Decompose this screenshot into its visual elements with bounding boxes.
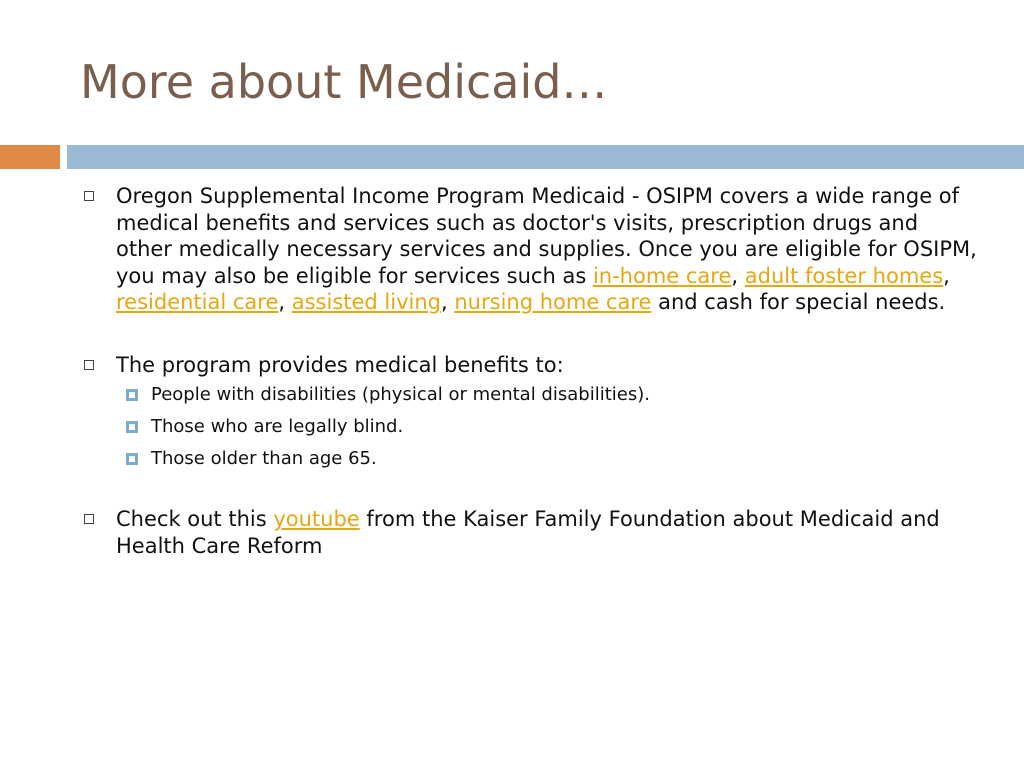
sub-bullet-text: People with disabilities (physical or mental disabilities). [151,384,650,405]
separator: , [278,290,292,314]
blue-square-bullet-icon [126,453,138,465]
link-youtube[interactable]: youtube [273,507,360,531]
accent-bar-blue [67,145,1024,169]
sub-bullet-text: Those who are legally blind. [151,416,404,437]
blue-square-bullet-icon [126,389,138,401]
sub-bullet-list [80,384,980,470]
link-adult-foster-homes[interactable]: adult foster homes [744,263,944,288]
bullet-youtube [80,506,980,559]
bullet-osipm [80,183,980,316]
link-assisted-living[interactable]: assisted living [291,290,442,314]
bullet-program-benefits [80,352,980,379]
separator: , [731,263,745,288]
sub-bullet-blind [124,416,980,438]
link-nursing-home-care[interactable]: nursing home care [454,290,652,314]
sub-bullet-age [124,448,980,470]
link-residential-care[interactable]: residential care [116,290,279,314]
hollow-square-bullet-icon [84,191,94,201]
sub-bullet-text: Those older than age 65. [151,448,377,469]
hollow-square-bullet-icon [84,514,94,524]
slide-title: More about Medicaid… [80,55,608,109]
bullet-osipm-text-end: and cash for special needs. [651,290,946,314]
blue-square-bullet-icon [126,421,138,433]
hollow-square-bullet-icon [84,360,94,370]
bullet-youtube-text: Check out this [116,507,274,531]
accent-bar-orange [0,145,60,169]
sub-bullet-disabilities [124,384,980,406]
bullet-program-benefits-text: The program provides medical benefits to: [116,352,564,377]
bullet-osipm-text: Oregon Supplemental Income Program Medicaid - OSIPM covers a wide range of medical benefits and services such as doctor's visits, prescription drugs and other medically necessary services and supplies. Once you are eligible for OSIPM, you may also be eligible for services such as [116,184,977,288]
bullet-youtube-text-end: from the Kaiser Family Foundation about Medicaid and Health Care Reform [116,507,940,558]
slide-body [80,183,980,595]
separator: , [943,263,950,288]
separator: , [441,290,455,314]
link-in-home-care[interactable]: in-home care [592,263,732,288]
